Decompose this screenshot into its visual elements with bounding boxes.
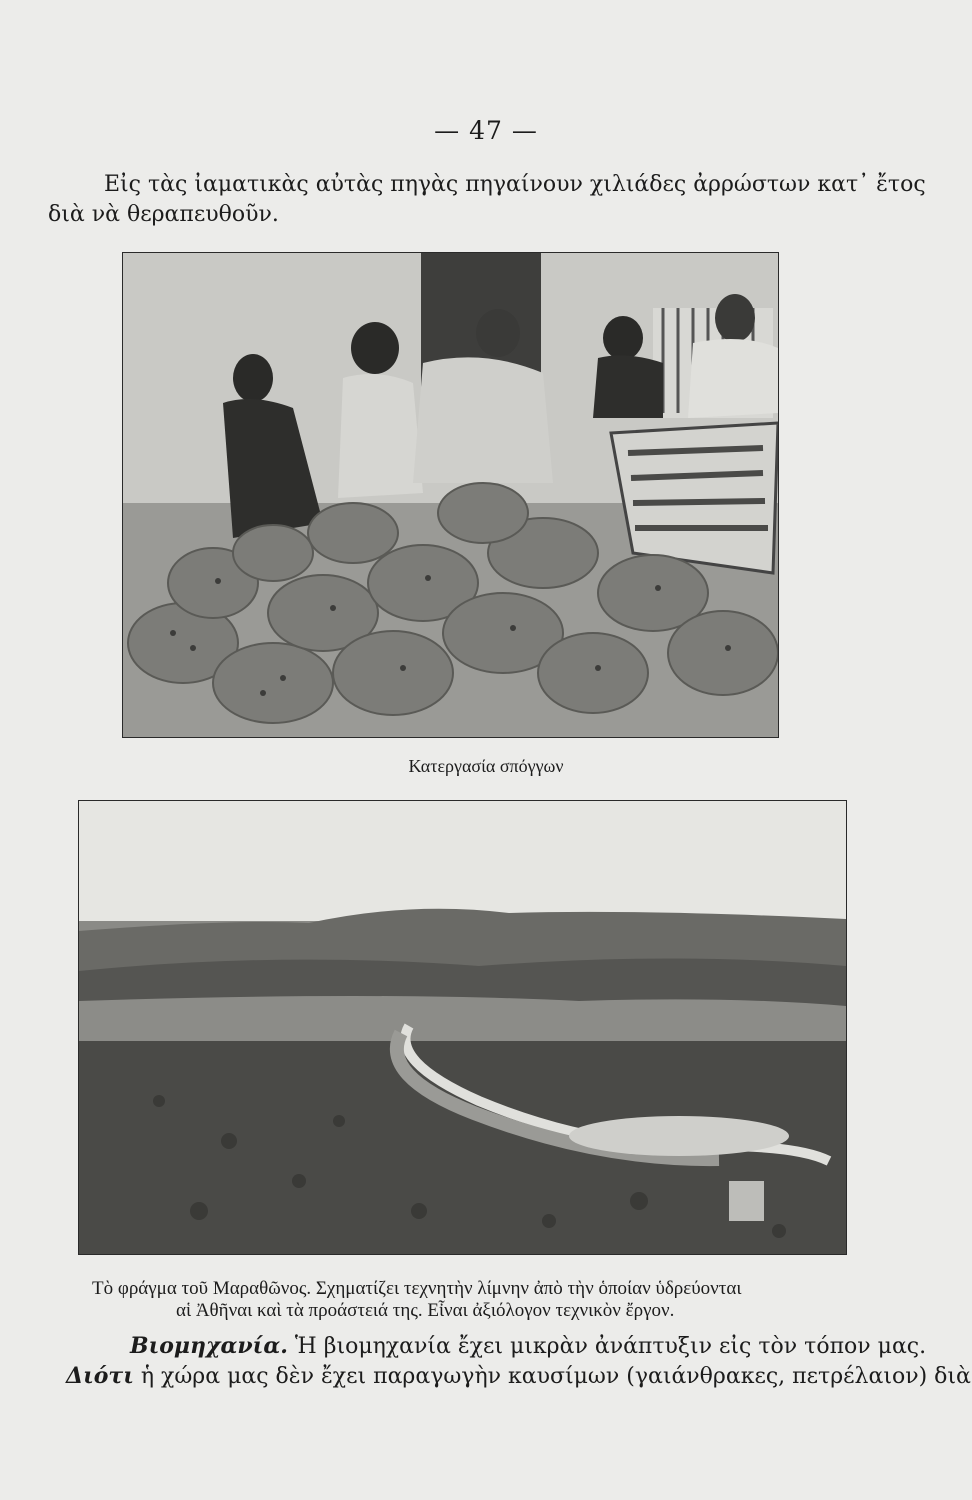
intro-line-2: διὰ νὰ θεραπευθοῦν. bbox=[48, 202, 279, 227]
sponge-photo-caption: Κατεργασία σπόγγων bbox=[408, 756, 564, 776]
industry-line-1 bbox=[130, 1331, 926, 1362]
industry-heading: Βιομηχανία. bbox=[130, 1333, 288, 1359]
intro-line-1: Εἰς τὰς ἰαματικὰς αὐτὰς πηγὰς πηγαίνουν χιλιάδες ἀρρώστων κατ᾽ ἔτος bbox=[104, 172, 926, 197]
page-number: — 47 — bbox=[434, 116, 538, 145]
dam-caption-line-2: αἱ Ἀθῆναι καὶ τὰ προάστειά της. Εἶναι ἀξιόλογον τεχνικὸν ἔργον. bbox=[176, 1300, 675, 1321]
industry-line-2-text: ἡ χώρα μας δὲν ἔχει παραγωγὴν καυσίμων (γαιάνθρακες, πετρέλαιον) διὰ bbox=[140, 1364, 971, 1389]
industry-line-1-text: Ἡ βιομηχανία ἔχει μικρὰν ἀνάπτυξιν εἰς τὸν τόπον μας. bbox=[294, 1334, 927, 1359]
sponge-processing-photo bbox=[122, 252, 779, 738]
industry-line-2-lead: Διότι bbox=[66, 1363, 134, 1389]
dam-caption-line-1: Τὸ φράγμα τοῦ Μαραθῶνος. Σχηματίζει τεχνητὴν λίμνην ἀπὸ τὴν ὁποίαν ὑδρεύονται bbox=[92, 1278, 742, 1299]
industry-line-2 bbox=[66, 1361, 971, 1392]
marathon-dam-photo bbox=[78, 800, 847, 1255]
